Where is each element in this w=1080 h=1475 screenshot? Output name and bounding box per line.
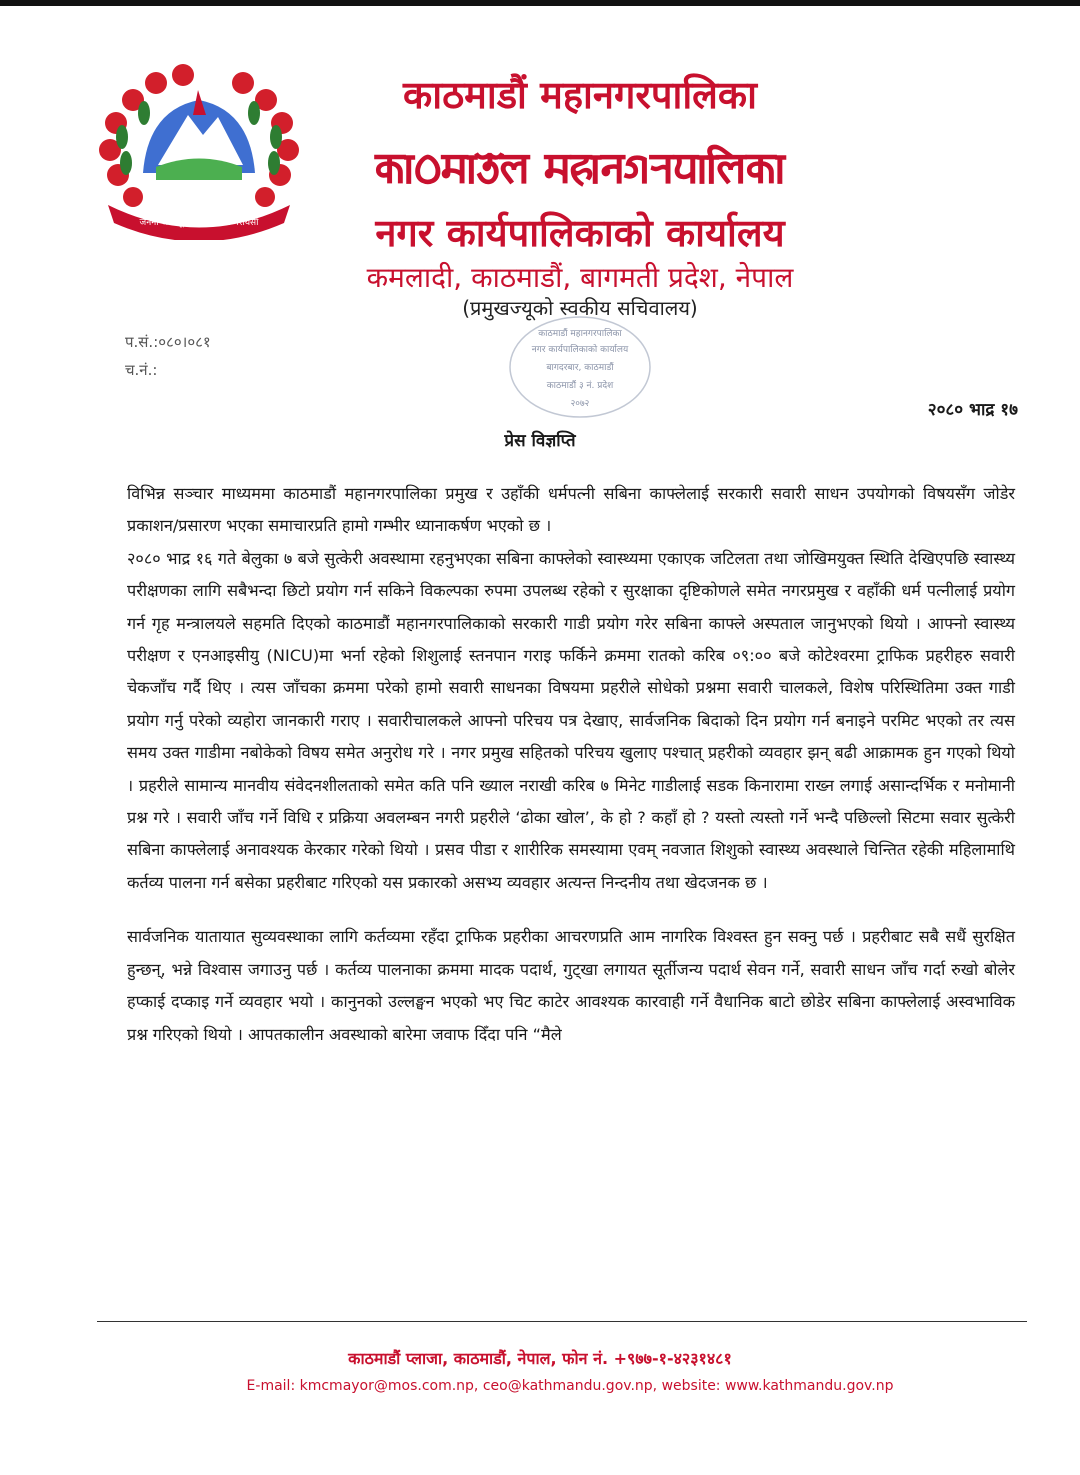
header-title-newari: 𑐎𑐵𑐛𑐩𑐵𑐜𑐾𑐮 𑐩𑐴𑐵𑐣𑐐𑐬𑐥𑐵𑐮𑐶𑐎𑐵 (374, 143, 786, 194)
footer-address: काठमाडौं प्लाजा, काठमाडौं, नेपाल, फोन नं. +९७७-१-४२३१४८१ (348, 1349, 732, 1368)
svg-text:जननी जन्मभूमिश्च स्वर्गादपि गर: जननी जन्मभूमिश्च स्वर्गादपि गरीयसी (139, 218, 259, 228)
header-subtitle: (प्रमुखज्यूको स्वकीय सचिवालय) (462, 296, 698, 320)
header-office-name: नगर कार्यपालिकाको कार्यालय (375, 211, 785, 255)
dispatch-number: च.नं.: (125, 361, 158, 379)
header-address: कमलादी, काठमाडौं, बागमती प्रदेश, नेपाल (366, 261, 794, 294)
svg-text:२०७२: २०७२ (570, 399, 590, 409)
paragraph: २०८० भाद्र १६ गते बेलुका ७ बजे सुत्केरी अवस्थामा रहनुभएका सबिना काफ्लेको स्वास्थ्यमा एकाएक जटिलता तथा जोखिमयुक्त स्थिति देखिएपछि स्वास्थ्य परीक्षणका लागि सबैभन्दा छिटो प्रयोग गर्न सकिने विकल्पका रुपमा उपलब्ध रहेको र सुरक्षाका दृष्टिकोणले समेत नगरप्रमुख र वहाँकी धर्म पत्नीलाई प्रयोग गर्न गृह मन्त्रालयले सहमति दिएको काठमाडौं महानगरपालिकाको सरकारी गाडी प्रयोग गरेर सबिना काफ्ले अस्पताल जानुभएको थियो । आफ्नो स्वास्थ्य परीक्षण र एनआइसीयु (NICU)मा भर्ना रहेको शिशुलाई स्तनपान गराइ फर्किने क्रममा रातको करिब ०९:०० बजे कोटेश्वरमा ट्राफिक प्रहरीहरु सवारी चेकजाँच गर्दै थिए । त्यस जाँचका क्रममा परेको हामो सवारी साधनका विषयमा प्रहरीले सोधेको प्रश्नमा सवारी चालकले, विशेष परिस्थितिमा उक्त गाडी प्रयोग गर्नु परेको व्यहोरा जानकारी गराए । सवारीचालकले आफ्नो परिचय पत्र देखाए, सार्वजनिक बिदाको दिन प्रयोग गर्न बनाइने परमिट भएको तर त्यस समय उक्त गाडीमा नबोकेको विषय समेत अनुरोध गरे । नगर प्रमुख सहितको परिचय खुलाए पश्चात् प्रहरीको व्यवहार झन् बढी आक्रामक हुन गएको थियो । प्रहरीले सामान्य मानवीय संवेदनशीलताको समेत कति पनि ख्याल नराखी करिब ७ मिनेट गाडीलाई सडक किनारामा राख्न लगाई असान्दर्भिक र मनोमानी प्रश्न गरे । सवारी जाँच गर्ने विधि र प्रक्रिया अवलम्बन नगरी प्रहरीले ‘ढोका खोल’, के हो ? कहाँ हो ? यस्तो त्यस्तो गर्ने भन्दै पछिल्लो सिटमा सवार सुत्केरी सबिना काफ्लेलाई अनावश्यक केरकार गरेको थियो । प्रसव पीडा र शारीरिक समस्यामा एवम् नवजात शिशुको स्वास्थ्य अवस्थाले चिन्तित रहेकी महिलामाथि कर्तव्य पालना गर्न बसेका प्रहरीबाट गरिएको यस प्रकारको असभ्य व्यवहार अत्यन्त निन्दनीय तथा खेदजनक छ । (127, 548, 1015, 892)
svg-text:बागदरबार, काठमाडौं: बागदरबार, काठमाडौं (546, 363, 614, 373)
document-title: प्रेस विज्ञप्ति (504, 431, 576, 451)
reference-number: प.सं.:०८०।०८१ (125, 333, 211, 351)
footer-divider (97, 1321, 1027, 1322)
top-border (0, 0, 1080, 6)
nepal-emblem-icon (88, 55, 310, 240)
office-stamp (505, 312, 655, 422)
document-date: २०८० भाद्र १७ (927, 400, 1018, 420)
paragraph: विभिन्न सञ्चार माध्यममा काठमाडौं महानगरपालिका प्रमुख र उहाँकी धर्मपत्नी सबिना काफ्लेलाई सरकारी सवारी साधन उपयोगको विषयसँग जोडेर प्रकाशन/प्रसारण भएका समाचारप्रति हामो गम्भीर ध्यानाकर्षण भएको छ । (127, 484, 1015, 536)
svg-text:काठमाडौं महानगरपालिका: काठमाडौं महानगरपालिका (538, 329, 622, 339)
document-body (127, 478, 1015, 1051)
svg-text:नगर कार्यपालिकाको कार्यालय: नगर कार्यपालिकाको कार्यालय (531, 345, 629, 355)
svg-text:काठमाडौं ३ नं. प्रदेश: काठमाडौं ३ नं. प्रदेश (546, 381, 614, 391)
header-title-nepali: काठमाडौं महानगरपालिका (403, 73, 757, 117)
footer-contact: E-mail: kmcmayor@mos.com.np, ceo@kathmandu.gov.np, website: www.kathmandu.gov.np (246, 1378, 894, 1394)
paragraph: सार्वजनिक यातायात सुव्यवस्थाका लागि कर्तव्यमा रहँदा ट्राफिक प्रहरीका आचरणप्रति आम नागरिक विश्वस्त हुन सक्नु पर्छ । प्रहरीबाट सबै सधैं सुरक्षित हुन्छन्, भन्ने विश्वास जगाउनु पर्छ । कर्तव्य पालनाका क्रममा मादक पदार्थ, गुट्खा लगायत सूर्तीजन्य पदार्थ सेवन गर्ने, सवारी साधन जाँच गर्दा रुखो बोलेर हप्काई दप्काइ गर्ने व्यवहार भयो । कानुनको उल्लङ्घन भएको भए चिट काटेर आवश्यक कारवाही गर्ने वैधानिक बाटो छोडेर सबिना काफ्लेलाई अस्वभाविक प्रश्न गरिएको थियो । आपतकालीन अवस्थाको बारेमा जवाफ दिँदा पनि “मैले (127, 927, 1015, 1044)
